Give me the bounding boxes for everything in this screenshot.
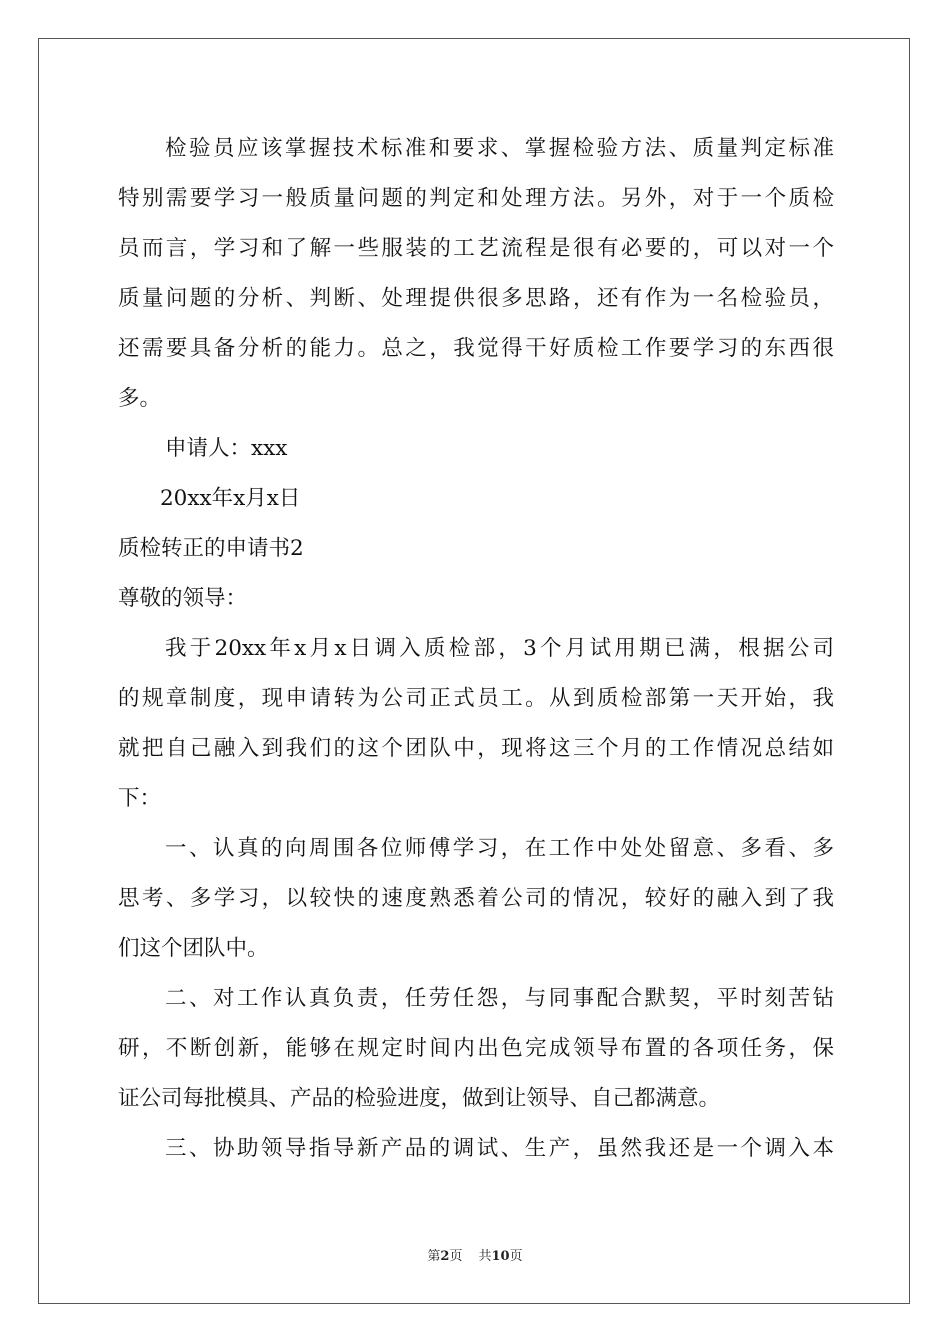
paragraph-line: 的规章制度，现申请转为公司正式员工。从到质检部第一天开始，我 xyxy=(118,686,834,711)
paragraph-line: 员而言，学习和了解一些服装的工艺流程是很有必要的，可以对一个 xyxy=(118,236,834,261)
paragraph-line: 下： xyxy=(118,786,162,811)
paragraph-line: 检验员应该掌握技术标准和要求、掌握检验方法、质量判定标准 xyxy=(165,136,834,161)
footer-total-prefix: 共 xyxy=(478,1249,492,1264)
date-line: 20xx年x月x日 xyxy=(160,486,301,511)
paragraph-line: 证公司每批模具、产品的检验进度，做到让领导、自己都满意。 xyxy=(118,1086,721,1111)
paragraph-line: 就把自己融入到我们的这个团队中，现将这三个月的工作情况总结如 xyxy=(118,736,834,761)
page-border xyxy=(38,38,910,1304)
footer-page-suffix: 页 xyxy=(449,1249,463,1264)
paragraph-line: 还需要具备分析的能力。总之，我觉得干好质检工作要学习的东西很 xyxy=(118,336,834,361)
salutation: 尊敬的领导： xyxy=(118,586,248,611)
paragraph-line: 二、对工作认真负责，任劳任怨，与同事配合默契，平时刻苦钻 xyxy=(165,986,834,1011)
paragraph-line: 三、协助领导指导新产品的调试、生产，虽然我还是一个调入本 xyxy=(165,1136,834,1161)
paragraph-line: 特别需要学习一般质量问题的判定和处理方法。另外，对于一个质检 xyxy=(118,186,834,211)
paragraph-line: 一、认真的向周围各位师傅学习，在工作中处处留意、多看、多 xyxy=(165,836,834,861)
footer-total-number: 10 xyxy=(491,1249,510,1264)
paragraph-line: 们这个团队中。 xyxy=(118,936,269,961)
applicant-line: 申请人：xxx xyxy=(165,436,288,461)
footer-total-suffix: 页 xyxy=(509,1249,523,1264)
paragraph-line: 质量问题的分析、判断、处理提供很多思路，还有作为一名检验员， xyxy=(118,286,834,311)
paragraph-line: 我于20xx年x月x日调入质检部，3个月试用期已满，根据公司 xyxy=(165,636,834,661)
paragraph-line: 研，不断创新，能够在规定时间内出色完成领导布置的各项任务，保 xyxy=(118,1036,834,1061)
footer-page-number: 2 xyxy=(440,1249,450,1264)
footer-page-prefix: 第 xyxy=(427,1249,441,1264)
paragraph-line: 思考、多学习，以较快的速度熟悉着公司的情况，较好的融入到了我 xyxy=(118,886,834,911)
section-title: 质检转正的申请书2 xyxy=(118,536,304,561)
paragraph-line: 多。 xyxy=(118,386,162,411)
page-footer xyxy=(0,1248,950,1266)
